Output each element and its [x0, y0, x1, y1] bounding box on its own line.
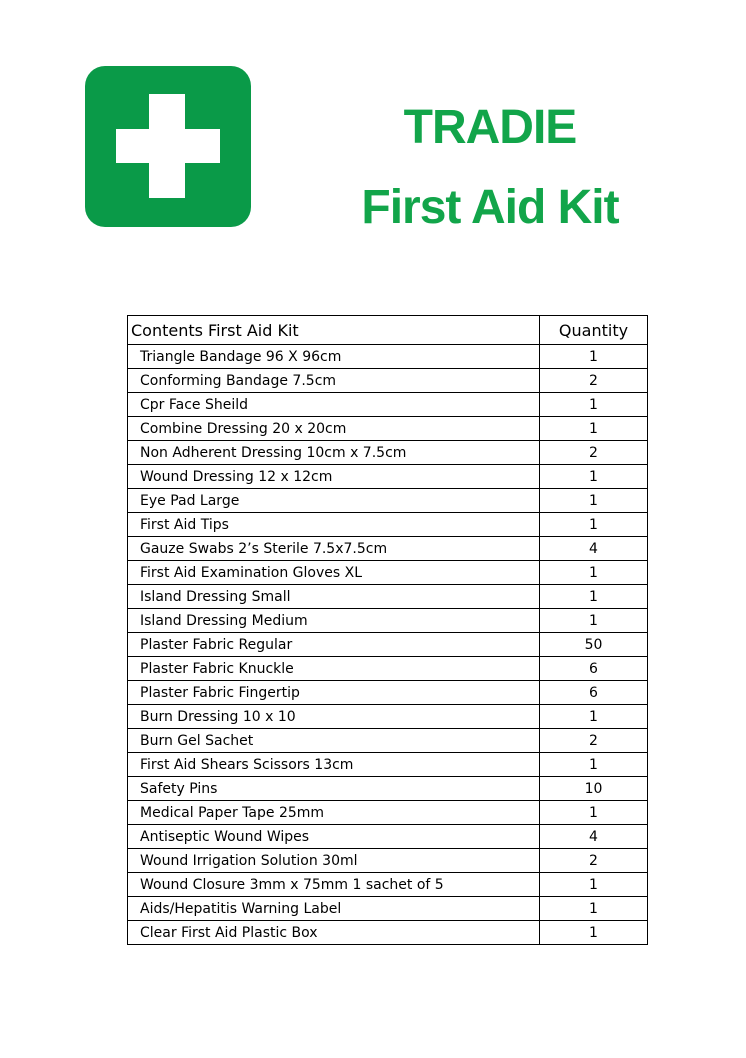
item-name: Burn Dressing 10 x 10: [128, 705, 540, 729]
item-quantity: 1: [540, 561, 648, 585]
item-name: Aids/Hepatitis Warning Label: [128, 897, 540, 921]
table-row: [128, 561, 648, 585]
contents-table: [127, 315, 648, 945]
item-quantity: 1: [540, 801, 648, 825]
item-quantity: 1: [540, 393, 648, 417]
item-quantity: 1: [540, 921, 648, 945]
item-name: Wound Irrigation Solution 30ml: [128, 849, 540, 873]
table-row: [128, 609, 648, 633]
item-name: Island Dressing Medium: [128, 609, 540, 633]
table-row: [128, 729, 648, 753]
item-name: Cpr Face Sheild: [128, 393, 540, 417]
table-row: [128, 465, 648, 489]
item-name: Plaster Fabric Fingertip: [128, 681, 540, 705]
item-quantity: 1: [540, 489, 648, 513]
item-name: Plaster Fabric Regular: [128, 633, 540, 657]
item-name: First Aid Tips: [128, 513, 540, 537]
column-header-quantity: Quantity: [540, 316, 648, 345]
table-row: [128, 849, 648, 873]
item-quantity: 6: [540, 681, 648, 705]
item-name: Wound Dressing 12 x 12cm: [128, 465, 540, 489]
item-quantity: 4: [540, 825, 648, 849]
item-quantity: 1: [540, 897, 648, 921]
item-quantity: 1: [540, 513, 648, 537]
table-row: [128, 825, 648, 849]
item-name: First Aid Examination Gloves XL: [128, 561, 540, 585]
table-row: [128, 513, 648, 537]
table-row: [128, 369, 648, 393]
item-quantity: 1: [540, 417, 648, 441]
item-name: Safety Pins: [128, 777, 540, 801]
table-row: [128, 537, 648, 561]
table-row: [128, 417, 648, 441]
item-quantity: 1: [540, 345, 648, 369]
item-name: Gauze Swabs 2’s Sterile 7.5x7.5cm: [128, 537, 540, 561]
cross-horizontal-bar: [116, 129, 220, 163]
title-line-2: First Aid Kit: [361, 181, 619, 234]
item-quantity: 6: [540, 657, 648, 681]
item-quantity: 50: [540, 633, 648, 657]
item-quantity: 1: [540, 609, 648, 633]
item-quantity: 4: [540, 537, 648, 561]
item-quantity: 2: [540, 441, 648, 465]
item-name: Wound Closure 3mm x 75mm 1 sachet of 5: [128, 873, 540, 897]
item-quantity: 1: [540, 873, 648, 897]
item-quantity: 1: [540, 753, 648, 777]
item-quantity: 1: [540, 705, 648, 729]
table-body: [128, 345, 648, 945]
item-name: Combine Dressing 20 x 20cm: [128, 417, 540, 441]
table-row: [128, 345, 648, 369]
item-name: First Aid Shears Scissors 13cm: [128, 753, 540, 777]
item-quantity: 2: [540, 369, 648, 393]
table-row: [128, 801, 648, 825]
item-name: Plaster Fabric Knuckle: [128, 657, 540, 681]
item-name: Antiseptic Wound Wipes: [128, 825, 540, 849]
item-quantity: 1: [540, 585, 648, 609]
table-row: [128, 873, 648, 897]
first-aid-cross-icon: [85, 66, 251, 227]
item-name: Non Adherent Dressing 10cm x 7.5cm: [128, 441, 540, 465]
item-name: Conforming Bandage 7.5cm: [128, 369, 540, 393]
table-row: [128, 921, 648, 945]
table-row: [128, 633, 648, 657]
item-quantity: 2: [540, 729, 648, 753]
table-row: [128, 393, 648, 417]
table-row: [128, 681, 648, 705]
item-quantity: 2: [540, 849, 648, 873]
item-name: Island Dressing Small: [128, 585, 540, 609]
table-row: [128, 777, 648, 801]
item-name: Medical Paper Tape 25mm: [128, 801, 540, 825]
table-row: [128, 441, 648, 465]
table-row: [128, 489, 648, 513]
table-header-row: [128, 316, 648, 345]
item-name: Triangle Bandage 96 X 96cm: [128, 345, 540, 369]
item-quantity: 1: [540, 465, 648, 489]
item-name: Clear First Aid Plastic Box: [128, 921, 540, 945]
item-name: Eye Pad Large: [128, 489, 540, 513]
table-row: [128, 585, 648, 609]
item-quantity: 10: [540, 777, 648, 801]
table-row: [128, 897, 648, 921]
title-line-1: TRADIE: [403, 101, 577, 154]
item-name: Burn Gel Sachet: [128, 729, 540, 753]
table-row: [128, 705, 648, 729]
column-header-contents: Contents First Aid Kit: [128, 316, 540, 345]
table-row: [128, 657, 648, 681]
table-row: [128, 753, 648, 777]
